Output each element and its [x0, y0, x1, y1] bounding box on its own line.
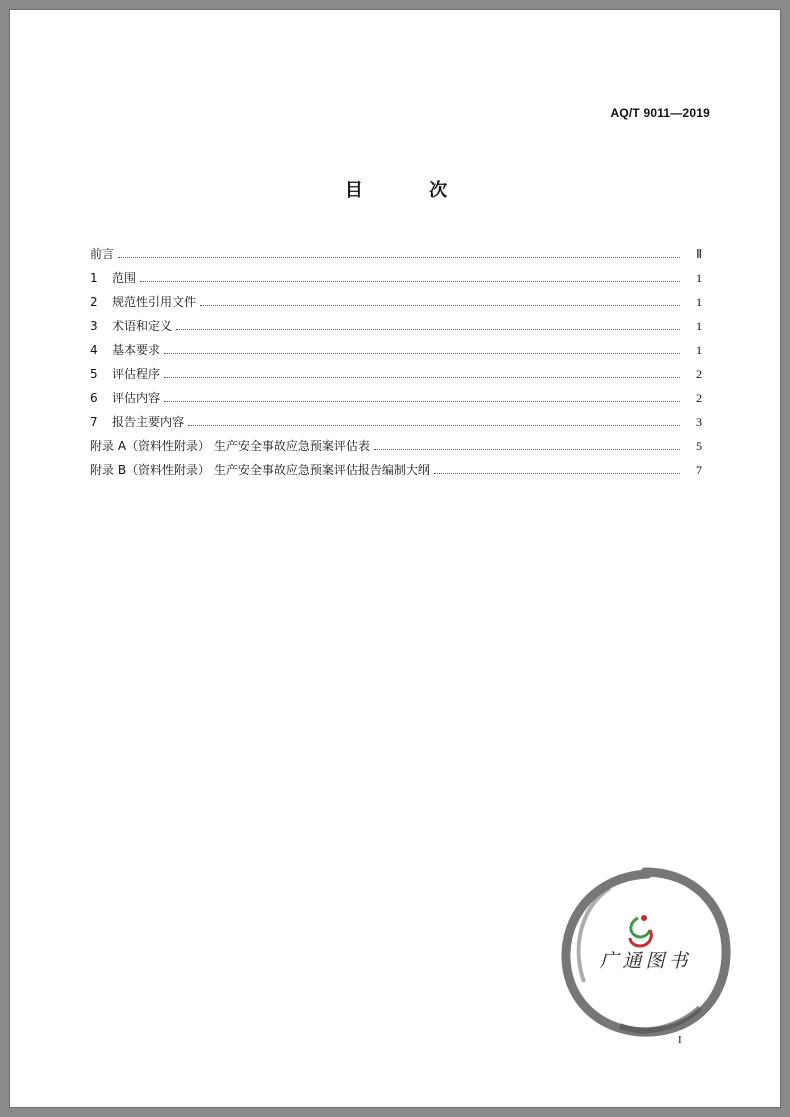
toc-page-number: 1: [696, 319, 702, 333]
toc-leader-dots: [140, 281, 680, 282]
toc-page-number: 7: [696, 463, 702, 477]
toc-page-number: Ⅱ: [696, 247, 702, 261]
toc-entry-terms[interactable]: 3 术语和定义 1: [90, 319, 702, 333]
toc-page-number: 3: [696, 415, 702, 429]
toc-title: 目 次: [344, 180, 478, 201]
watermark-seal: [550, 858, 740, 1048]
toc-leader-dots: [164, 401, 680, 402]
toc-leader-dots: [434, 473, 680, 474]
toc-leader-dots: [164, 377, 680, 378]
toc-entry-basic-requirements[interactable]: 4 基本要求 1: [90, 343, 702, 357]
toc-page-number: 1: [696, 343, 702, 357]
toc-leader-dots: [118, 257, 680, 258]
toc-leader-dots: [176, 329, 680, 330]
page-number: I: [678, 1034, 682, 1046]
toc-entry-normative-references[interactable]: 2 规范性引用文件 1: [90, 295, 702, 309]
toc-page-number: 1: [696, 271, 702, 285]
document-page: [9, 9, 781, 1108]
toc-page-number: 2: [696, 367, 702, 381]
toc-page-number: 1: [696, 295, 702, 309]
toc-entry-appendix-b[interactable]: 附录 B（资料性附录） 生产安全事故应急预案评估报告编制大纲 7: [90, 463, 702, 477]
toc-entry-procedure[interactable]: 5 评估程序 2: [90, 367, 702, 381]
toc-leader-dots: [188, 425, 680, 426]
toc-entry-content[interactable]: 6 评估内容 2: [90, 391, 702, 405]
toc-leader-dots: [200, 305, 680, 306]
table-of-contents: [90, 238, 702, 478]
toc-page-number: 2: [696, 391, 702, 405]
toc-entry-scope[interactable]: 1 范围 1: [90, 271, 702, 285]
toc-entry-report[interactable]: 7 报告主要内容 3: [90, 415, 702, 429]
toc-leader-dots: [374, 449, 680, 450]
seal-text: 广通图书: [599, 950, 692, 972]
toc-leader-dots: [164, 353, 680, 354]
toc-entry-foreword[interactable]: 前言 Ⅱ: [90, 247, 702, 261]
toc-entry-appendix-a[interactable]: 附录 A（资料性附录） 生产安全事故应急预案评估表 5: [90, 439, 702, 453]
logo-emblem-icon: [630, 915, 651, 946]
toc-page-number: 5: [696, 439, 702, 453]
standard-code: AQ/T 9011—2019: [610, 106, 710, 120]
